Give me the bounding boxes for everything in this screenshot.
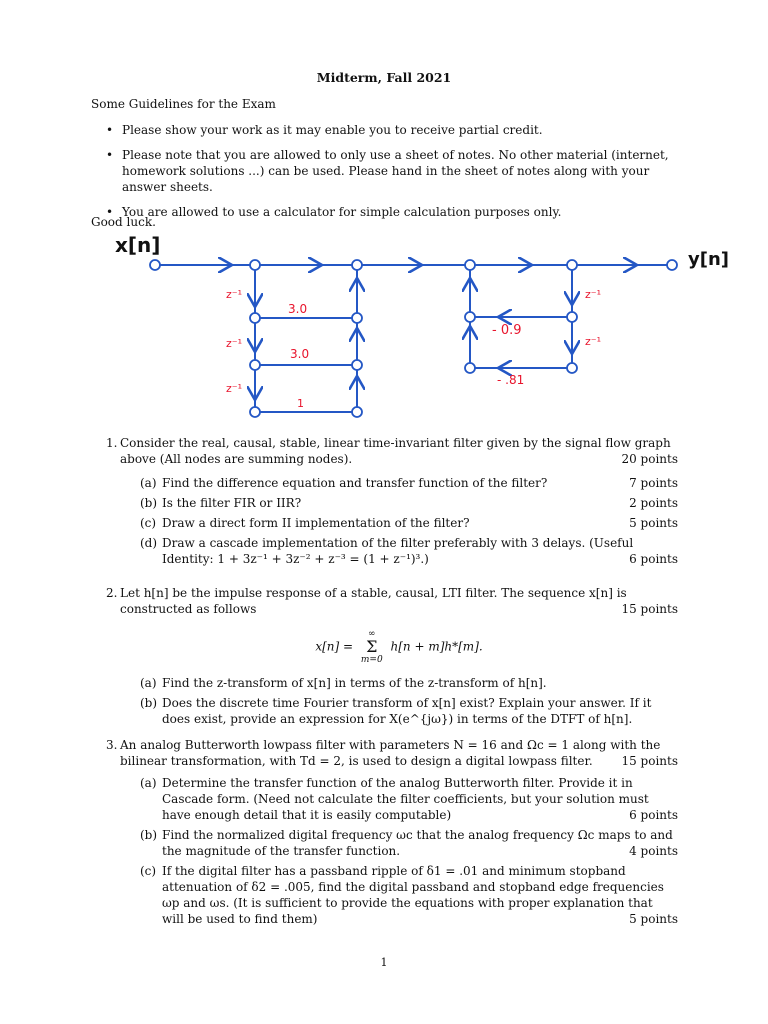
guideline-item: • Please show your work as it may enable you to receive partial credit.: [106, 122, 686, 138]
delay-label: z⁻¹: [585, 335, 601, 348]
page-title: Midterm, Fall 2021: [316, 70, 452, 85]
question-points: 15 points: [621, 754, 678, 768]
question-points: 20 points: [621, 452, 678, 466]
question-text: Let h[n] be the impulse response of a stable, causal, LTI filter. The sequence x[n] is constructed as follows: [120, 586, 627, 616]
good-luck-text: Good luck.: [91, 215, 156, 229]
node: [465, 312, 475, 322]
question-number: 2.: [106, 586, 118, 600]
question-1: [106, 435, 678, 567]
node: [250, 360, 260, 370]
node: [567, 363, 577, 373]
delay-label: z⁻¹: [226, 337, 242, 350]
node: [250, 260, 260, 270]
gain-label-5: - .81: [497, 373, 525, 387]
sub-question: (b) Does the discrete time Fourier transform of x[n] exist? Explain your answer. If it does exist, provide an expression for X(e^{jω}) in terms of the DTFT of h[n].: [140, 696, 652, 726]
node: [352, 313, 362, 323]
sub-question: (c) Draw a direct form II implementation of the filter? 5 points: [140, 516, 678, 530]
sub-question: (a) Find the z-transform of x[n] in terms of the z-transform of h[n].: [140, 676, 547, 690]
node: [465, 363, 475, 373]
sub-question: (b) Is the filter FIR or IIR? 2 points: [140, 496, 678, 510]
equation: x[n] = ∞ Σ m=0 h[n + m]h*[m].: [315, 629, 483, 665]
sub-question: (a) Determine the transfer function of the analog Butterworth filter. Provide it in Cascade form. (Need not calculate the filter coefficients, but your solution must have enough detail that it is easily computable) 6 points: [140, 776, 678, 822]
question-number: 3.: [106, 738, 118, 752]
sub-question: (d) Draw a cascade implementation of the filter preferably with 3 delays. (Useful Identity: 1 + 3z⁻¹ + 3z⁻² + z⁻³ = (1 + z⁻¹)³.) 6 points: [140, 536, 678, 566]
question-3: [106, 737, 678, 927]
delay-label: z⁻¹: [585, 288, 601, 301]
question-text: An analog Butterworth lowpass filter with parameters N = 16 and Ωc = 1 along with the bilinear transformation, with Td = 2, is used to design a digital lowpass filter.: [120, 738, 661, 768]
output-label: y[n]: [688, 249, 730, 270]
sub-question: (a) Find the difference equation and transfer function of the filter? 7 points: [140, 476, 678, 490]
node: [352, 360, 362, 370]
sub-question: (b) Find the normalized digital frequency ωc that the analog frequency Ωc maps to and the magnitude of the transfer function. 4 points: [140, 828, 678, 858]
gain-label-3: 1: [297, 397, 304, 410]
node: [567, 260, 577, 270]
node: [250, 313, 260, 323]
node: [352, 260, 362, 270]
signal-flow-graph: [0, 0, 768, 430]
node: [352, 407, 362, 417]
gain-label-1: 3.0: [288, 302, 308, 316]
guideline-item: • Please note that you are allowed to only use a sheet of notes. No other material (internet, homework solutions ...) can be used. Please hand in the sheet of notes along with your answer sheets.: [106, 147, 686, 195]
delay-label: z⁻¹: [226, 382, 242, 395]
sub-question: (c) If the digital filter has a passband ripple of δ1 = .01 and minimum stopband attenuation of δ2 = .005, find the digital passband and stopband edge frequencies ωp and ωs. (It is sufficient to provide the equations with proper explanation that will be used to find them) 5 points: [140, 864, 678, 926]
question-number: 1.: [106, 436, 118, 450]
node-input: [150, 260, 160, 270]
node-output: [667, 260, 677, 270]
gain-label-2: 3.0: [290, 347, 310, 361]
node: [567, 312, 577, 322]
guideline-item: • You are allowed to use a calculator for simple calculation purposes only.: [106, 204, 686, 220]
question-points: 15 points: [621, 602, 678, 616]
gain-label-4: - 0.9: [492, 323, 522, 338]
delay-label: z⁻¹: [226, 288, 242, 301]
guidelines-heading: Some Guidelines for the Exam: [91, 97, 276, 111]
node: [250, 407, 260, 417]
question-2: [106, 585, 678, 727]
input-label: x[n]: [115, 233, 161, 257]
node: [465, 260, 475, 270]
page-number: 1: [380, 956, 388, 969]
question-text: Consider the real, causal, stable, linear time-invariant filter given by the signal flow graph above (All nodes are summing nodes).: [120, 436, 671, 466]
